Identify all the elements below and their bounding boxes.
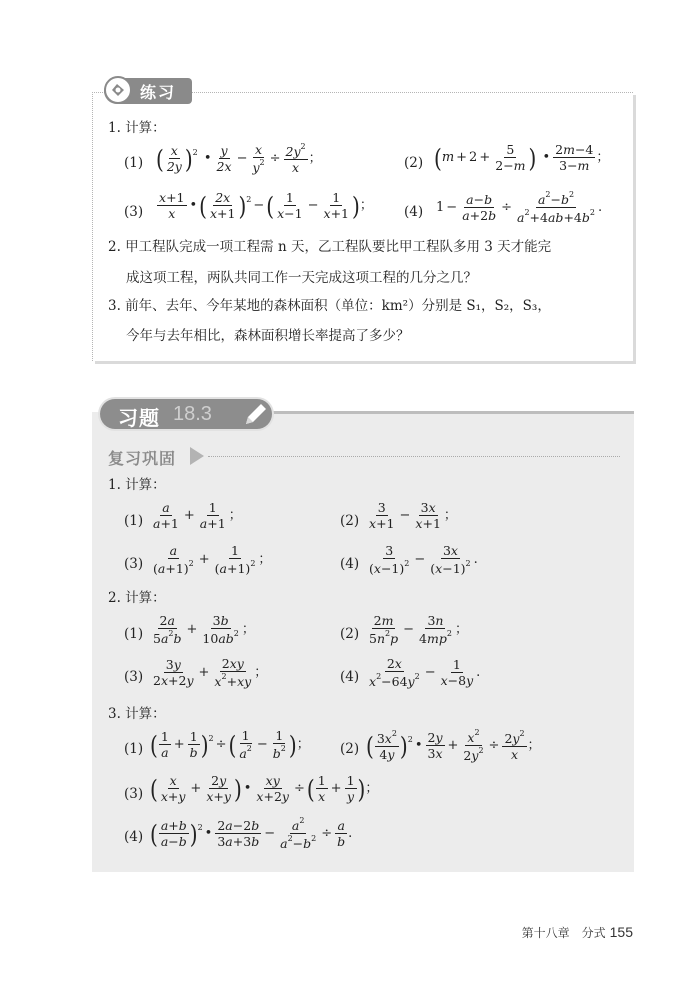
exercise-q2-item1-label: (1)	[124, 626, 144, 642]
exercise-q3-item4-label: (4)	[124, 829, 144, 845]
practice-q1-item2-expr: (m + 2 + $\frac{5}{2-m}$ ) • $\frac{2m-4}{3-m}$ ；	[434, 142, 610, 174]
practice-title: 练习	[140, 83, 177, 102]
exercise-q3-label: 3. 计算：	[108, 706, 166, 722]
practice-q3-line1: 3. 前年、去年、今年某地的森林面积（单位：km²）分别是 S₁，S₂，S₃，	[108, 298, 551, 314]
exercise-q2-item1-expr: $\frac{2a}{5a^2b}$ + $\frac{3b}{10ab^2}$ ；	[153, 613, 255, 647]
exercise-q3-item3-label: (3)	[124, 786, 144, 802]
exercise-q2-item4-expr: $\frac{2x}{x^2-64y^2}$ − $\frac{1}{x-8y}$ .	[369, 656, 481, 690]
exercise-header-rule	[270, 411, 634, 414]
practice-q1-item1-label: (1)	[124, 155, 144, 171]
exercise-q2-item2-expr: $\frac{2m}{5n^2p}$ − $\frac{3n}{4mp^2}$ ；	[369, 613, 468, 647]
exercise-number: 18.3	[173, 403, 212, 425]
exercise-q1-item3-expr: $\frac{a}{(a+1)^2}$ + $\frac{1}{(a+1)^2}$ ；	[153, 543, 272, 577]
chapter-label: 第十八章 分式	[521, 926, 606, 940]
practice-q1-item4-expr: 1 − $\frac{a-b}{a+2b}$ ÷ $\frac{a^2-b^2}{a^2+4ab+4b^2}$ .	[436, 190, 603, 226]
exercise-q1-item2-expr: $\frac{3}{x+1}$ − $\frac{3x}{x+1}$ ；	[369, 500, 457, 532]
exercise-q1-item1-expr: $\frac{a}{a+1}$ + $\frac{1}{a+1}$ ；	[153, 500, 242, 532]
practice-q1-item1-expr: ( $\frac{x}{2y}$ )$^2$ • $\frac{y}{2x}$ − $\frac{x}{y^2}$ ÷ $\frac{2y^2}{x}$ ；	[156, 142, 322, 176]
practice-icon	[104, 76, 132, 104]
exercise-q1-label: 1. 计算：	[108, 477, 166, 493]
exercise-q1-item3-label: (3)	[124, 556, 144, 572]
exercise-q3-item2-label: (2)	[340, 741, 360, 757]
exercise-q3-item1-label: (1)	[124, 741, 144, 757]
practice-q1-label: 1. 计算：	[108, 120, 166, 136]
exercise-q2-item3-expr: $\frac{3y}{2x+2y}$ + $\frac{2xy}{x^2+xy}$ ；	[153, 656, 268, 690]
practice-q2-line2: 成这项工程，两队共同工作一天完成这项工程的几分之几？	[126, 270, 477, 286]
exercise-q2-label: 2. 计算：	[108, 590, 166, 606]
exercise-q2-item2-label: (2)	[340, 626, 360, 642]
page-number: 155	[609, 924, 633, 940]
exercise-q1-item4-expr: $\frac{3}{(x-1)^2}$ − $\frac{3x}{(x-1)^2}$ .	[369, 543, 478, 577]
practice-q1-item3-expr: $\frac{x+1}{x}$ • ( $\frac{2x}{x+1}$ )$^2$ − ( $\frac{1}{x-1}$ − $\frac{1}{x+1}$ )；	[159, 190, 373, 222]
practice-box	[92, 92, 633, 361]
exercise-q1-item4-label: (4)	[340, 556, 360, 572]
exercise-title: 习题	[118, 406, 160, 430]
exercise-q2-item3-label: (3)	[124, 669, 144, 685]
practice-q1-item4-label: (4)	[404, 204, 424, 220]
practice-q1-item2-label: (2)	[404, 155, 424, 171]
page-footer	[522, 924, 633, 941]
exercise-q1-item2-label: (2)	[340, 513, 360, 529]
exercise-q3-item4-expr: ( $\frac{a+b}{a-b}$ )$^2$ • $\frac{2a-2b}{3a+3b}$ − $\frac{a^2}{a^2-b^2}$ ÷ $\frac{a}{b}$ .	[150, 816, 353, 852]
review-arrow-icon	[190, 447, 204, 465]
pencil-icon	[242, 400, 270, 432]
review-divider	[208, 456, 620, 457]
exercise-q3-item2-expr: ( $\frac{3x^2}{4y}$ )$^2$ • $\frac{2y}{3x}$ + $\frac{x^2}{2y^2}$ ÷ $\frac{2y^2}{x}$ ；	[366, 728, 541, 764]
exercise-q3-item1-expr: ( $\frac{1}{a}$ + $\frac{1}{b}$ )$^2$ ÷ ( $\frac{1}{a^2}$ − $\frac{1}{b^2}$ )；	[150, 728, 310, 762]
exercise-q2-item4-label: (4)	[340, 669, 360, 685]
exercise-q1-item1-label: (1)	[124, 513, 144, 529]
exercise-q3-item3-expr: ( $\frac{x}{x+y}$ + $\frac{2y}{x+y}$ ) • $\frac{xy}{x+2y}$ ÷ ( $\frac{1}{x}$ + $\frac{1}{y}$ )；	[150, 773, 379, 805]
practice-q3-line2: 今年与去年相比，森林面积增长率提高了多少？	[126, 328, 410, 344]
review-title: 复习巩固	[108, 449, 177, 468]
practice-q2-line1: 2. 甲工程队完成一项工程需 n 天，乙工程队要比甲工程队多用 3 天才能完	[108, 239, 552, 255]
practice-q1-item3-label: (3)	[124, 204, 144, 220]
